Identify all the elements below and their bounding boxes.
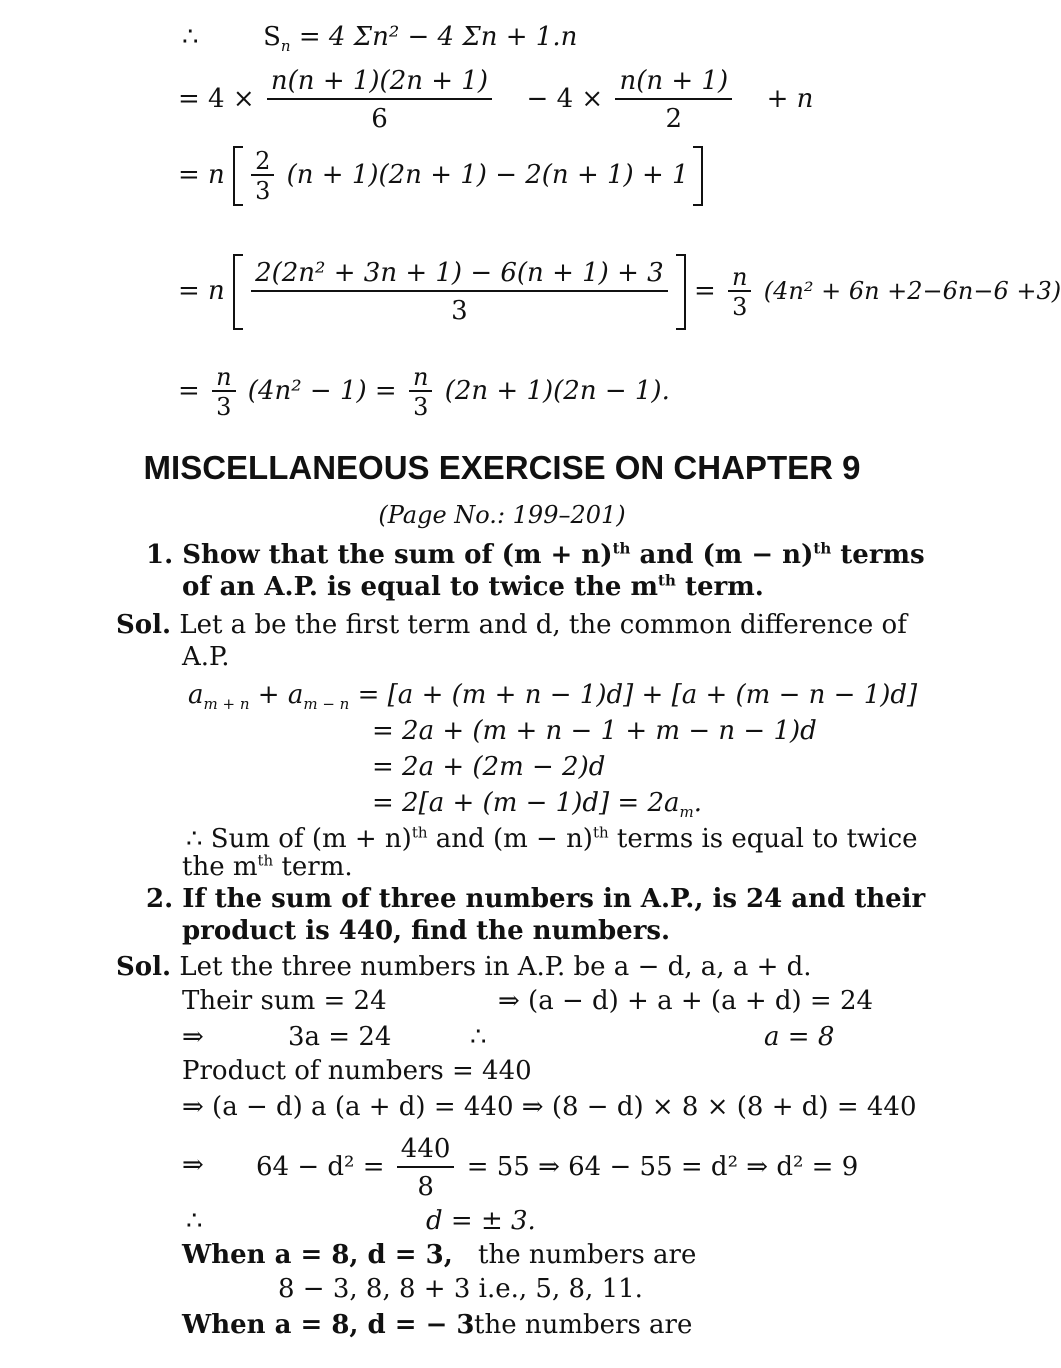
solution-1-conclusion-2: [182, 852, 353, 882]
concl1-a: ∴ Sum of (m + n): [186, 824, 412, 854]
derivation-line-1: [182, 22, 578, 56]
fraction-2-denominator: 2: [665, 104, 683, 134]
derivation-line-3: [178, 146, 703, 206]
solution-2-line-1: [116, 952, 812, 982]
question-2-number: 2.: [146, 884, 174, 914]
q1-text-e: term.: [675, 572, 764, 602]
fraction-440-8-denominator: 8: [417, 1172, 434, 1202]
fraction-n-3-a: [728, 263, 751, 321]
r6-pre: 64 − d² =: [256, 1152, 385, 1182]
line4-prefix: = n: [178, 276, 225, 306]
bracket-group-1: [233, 146, 702, 206]
fraction-2-3-denominator: 3: [255, 177, 271, 205]
solution-1-intro: Let a be the first term and d, the common difference of: [179, 610, 907, 640]
fraction-n-3-a-denominator: 3: [732, 293, 748, 321]
solution-1-eq-3: = 2a + (2m − 2)d: [372, 752, 606, 782]
solution-1-eq-2: = 2a + (m + n − 1 + m − n − 1)d: [372, 716, 817, 746]
concl2-b: term.: [273, 852, 353, 882]
solution-1-conclusion-1: [186, 824, 918, 854]
fraction-2-numerator: n(n + 1): [615, 66, 732, 100]
chapter-heading: MISCELLANEOUS EXERCISE ON CHAPTER 9: [143, 449, 861, 486]
concl1-sup-1: th: [411, 823, 428, 842]
q1-sup-c: th: [658, 571, 676, 590]
fraction-n-3-c-denominator: 3: [413, 393, 429, 421]
line2-suffix: + n: [766, 84, 814, 114]
q1-text-c: terms: [831, 540, 925, 570]
fraction-big: [251, 258, 668, 326]
eq4-period: .: [693, 788, 702, 818]
solution-2-r7-therefore: ∴: [186, 1206, 203, 1236]
q1-text-d: of an A.P. is equal to twice the m: [182, 572, 659, 602]
solution-2-case-2-a: When a = 8, d = − 3: [182, 1310, 475, 1340]
solution-2-case-1-b: the numbers are: [478, 1240, 697, 1270]
sn-subscript: n: [280, 37, 291, 56]
eq1-plus: + a: [249, 680, 304, 710]
concl2-sup: th: [257, 851, 274, 870]
solution-2-r6: [256, 1134, 858, 1202]
solution-1-label: Sol.: [116, 610, 172, 640]
eq1-sub-1: m + n: [203, 695, 250, 714]
fraction-n-3-b-numerator: n: [212, 366, 235, 392]
eq4-sub: m: [679, 803, 694, 822]
fraction-n-3-a-numerator: n: [728, 266, 751, 292]
fraction-440-8: [397, 1134, 455, 1202]
fraction-1-numerator: n(n + 1)(2n + 1): [267, 66, 492, 100]
solution-2-intro: Let the three numbers in A.P. be a − d, a, a + d.: [179, 952, 812, 982]
solution-2-r3-eq: 3a = 24: [288, 1022, 392, 1052]
q1-text-b: and (m − n): [630, 540, 814, 570]
q1-text-a: Show that the sum of (m + n): [182, 540, 613, 570]
solution-2-product-value: = 440: [452, 1056, 532, 1086]
solution-2-case-2-b: the numbers are: [474, 1310, 693, 1340]
eq1-sub-2: m − n: [303, 695, 350, 714]
fraction-n-3-c-numerator: n: [409, 366, 432, 392]
line4-equals: =: [693, 276, 716, 306]
eq1-a: a: [188, 680, 204, 710]
solution-2-r3-a: a = 8: [764, 1022, 835, 1052]
fraction-n-3-c: [409, 363, 432, 421]
solution-2-product-label: Product of numbers: [182, 1056, 444, 1086]
question-2-line-2: product is 440, find the numbers.: [182, 916, 671, 946]
solution-2-case-1-a: When a = 8, d = 3,: [182, 1240, 453, 1270]
line2-middle: − 4 ×: [526, 84, 604, 114]
solution-2-case-1-values: 8 − 3, 8, 8 + 3 i.e., 5, 8, 11.: [278, 1274, 643, 1304]
solution-2-product-eq: ⇒ (a − d) a (a + d) = 440 ⇒ (8 − d) × 8 × (8 + d) = 440: [182, 1092, 917, 1122]
solution-2-r6-arrow: ⇒: [182, 1150, 204, 1180]
solution-1-line-1: [116, 610, 907, 640]
line4-tail: (4n² + 6n +2−6n−6 +3): [763, 277, 1061, 305]
bracket-1-body: (n + 1)(2n + 1) − 2(n + 1) + 1: [286, 160, 689, 190]
fraction-1-denominator: 6: [371, 104, 388, 134]
fraction-n-3-b-denominator: 3: [216, 393, 232, 421]
concl2-a: the m: [182, 852, 258, 882]
question-1-number: 1.: [146, 540, 174, 570]
concl1-b: and (m − n): [427, 824, 593, 854]
sn-expression: = 4 Σn² − 4 Σn + 1.n: [298, 22, 578, 52]
derivation-line-2: [178, 66, 813, 134]
fraction-big-numerator: 2(2n² + 3n + 1) − 6(n + 1) + 3: [251, 258, 668, 292]
line5-prefix: =: [178, 376, 200, 406]
q2-text-a: If the sum of three numbers in A.P., is 24 and their: [182, 884, 926, 914]
solution-1-eq-1: [188, 680, 918, 714]
sn-symbol: S: [263, 22, 281, 52]
solution-2-sum-right: ⇒ (a − d) + a + (a + d) = 24: [498, 986, 874, 1016]
question-1-line-1: [146, 540, 925, 570]
concl1-sup-2: th: [592, 823, 609, 842]
solution-2-r3-arrow: ⇒: [182, 1022, 204, 1052]
line5-tail: (2n + 1)(2n − 1).: [444, 376, 670, 406]
q1-sup-b: th: [813, 539, 832, 558]
solution-2-label: Sol.: [116, 952, 172, 982]
solution-2-r7-d: d = ± 3.: [426, 1206, 536, 1236]
derivation-line-5: [178, 363, 670, 421]
question-2-line-1: [146, 884, 925, 914]
fraction-2-3-numerator: 2: [251, 150, 274, 176]
fraction-n-3-b: [212, 363, 235, 421]
solution-1-line-2: [182, 642, 230, 672]
concl1-c: terms is equal to twice: [608, 824, 918, 854]
therefore-symbol: ∴: [182, 22, 199, 52]
line3-prefix: = n: [178, 160, 225, 190]
line5-middle: (4n² − 1) =: [247, 376, 397, 406]
solution-1-eq-4: [372, 788, 702, 822]
solution-2-r3-therefore: ∴: [470, 1022, 487, 1052]
eq1-rhs: = [a + (m + n − 1)d] + [a + (m − n − 1)d]: [357, 680, 918, 710]
solution-2-sum-left: Their sum = 24: [182, 986, 387, 1016]
r6-post: = 55 ⇒ 64 − 55 = d² ⇒ d² = 9: [466, 1152, 859, 1182]
line2-prefix: = 4 ×: [178, 84, 255, 114]
fraction-2: [615, 66, 732, 134]
derivation-line-4: [178, 254, 1061, 330]
page-number-range: (Page No.: 199–201): [378, 501, 626, 529]
solution-1-intro-cont: A.P.: [182, 642, 230, 672]
fraction-440-8-numerator: 440: [397, 1134, 455, 1168]
eq4-main: = 2[a + (m − 1)d] = 2a: [372, 788, 680, 818]
fraction-1: [267, 66, 492, 134]
fraction-2-3: [251, 147, 274, 205]
q1-sup-a: th: [612, 539, 631, 558]
bracket-group-2: [233, 254, 686, 330]
question-1-line-2: [182, 572, 764, 602]
fraction-big-denominator: 3: [451, 296, 468, 326]
